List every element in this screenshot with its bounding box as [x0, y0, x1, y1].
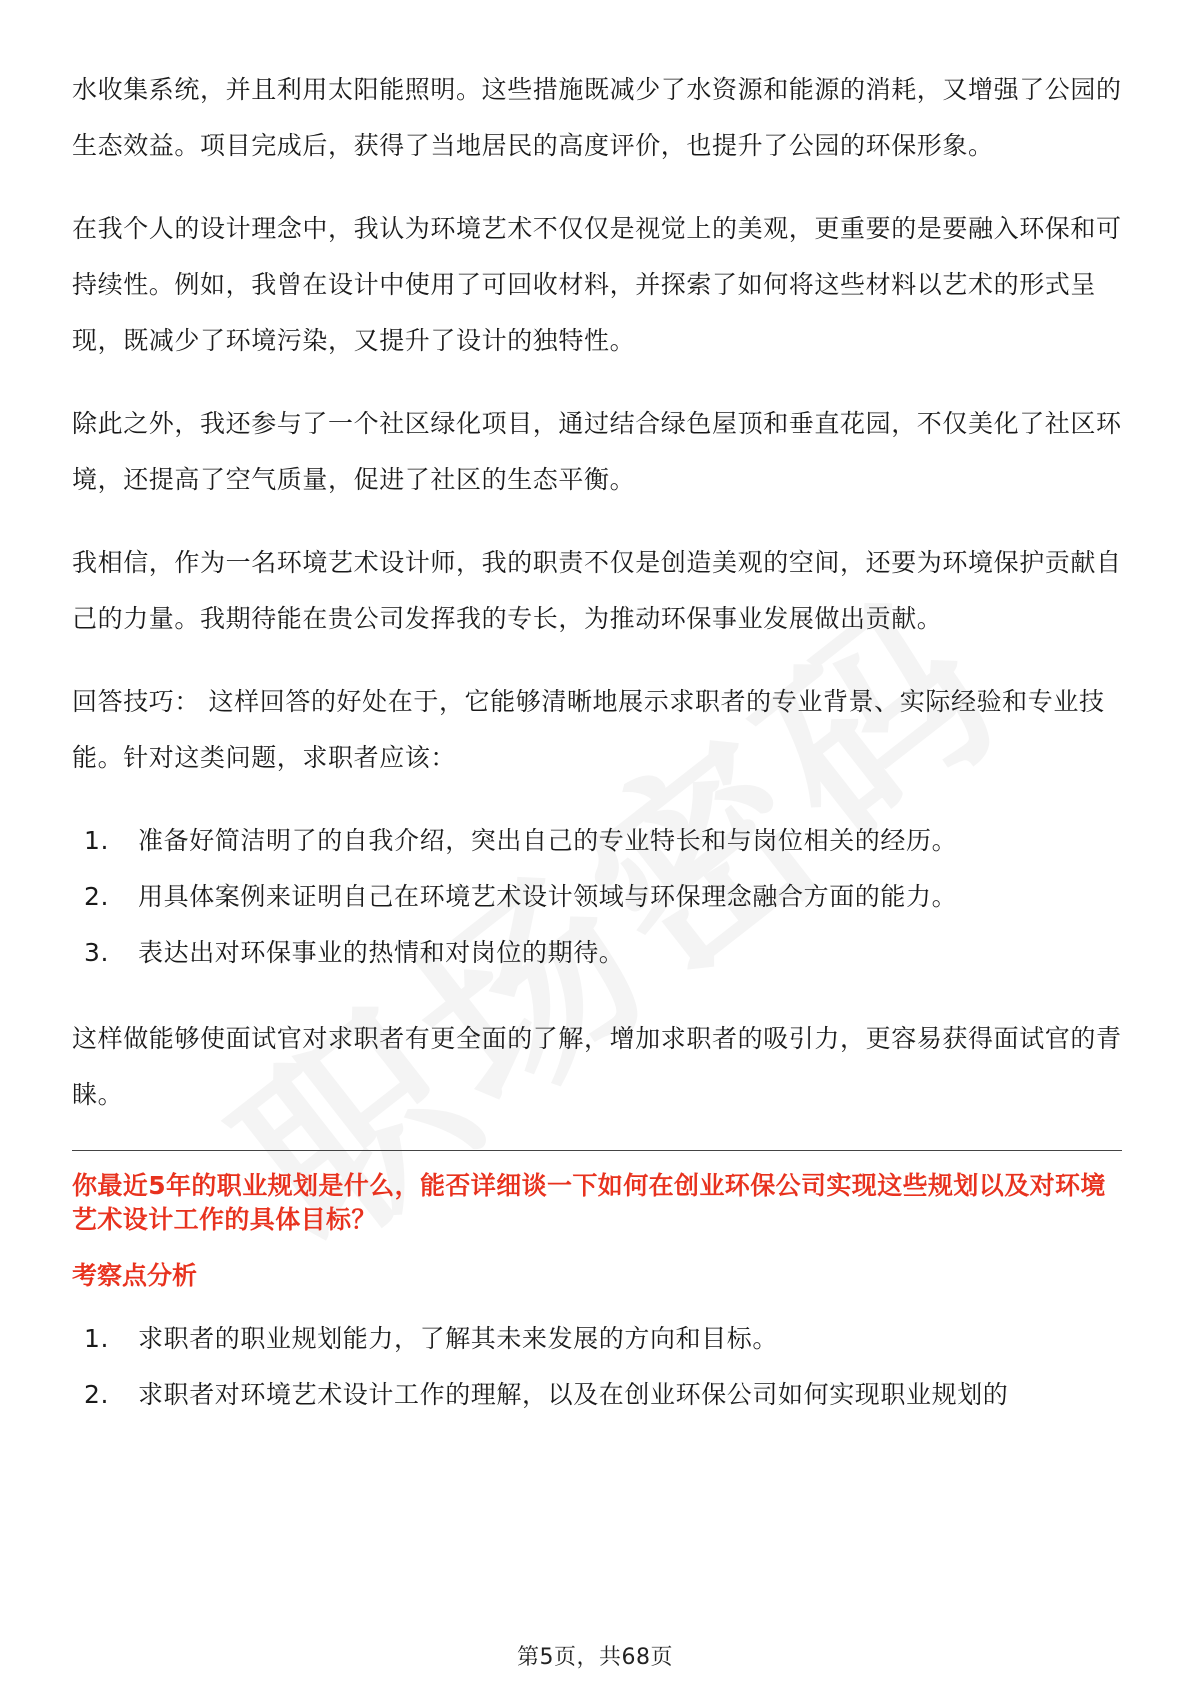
list-text: 求职者对环境艺术设计工作的理解，以及在创业环保公司如何实现职业规划的: [138, 1380, 1009, 1409]
list-number: 1.: [84, 826, 110, 855]
list-text: 求职者的职业规划能力，了解其未来发展的方向和目标。: [138, 1324, 779, 1353]
list-number: 2.: [84, 882, 110, 911]
list-item: [72, 869, 1122, 925]
section-divider: [72, 1150, 1122, 1151]
list-item: [72, 925, 1122, 981]
tips-list: [72, 813, 1122, 981]
list-number: 3.: [84, 938, 110, 967]
paragraph-answer-tips: 回答技巧： 这样回答的好处在于，它能够清晰地展示求职者的专业背景、实际经验和专业技能。针对这类问题，求职者应该：: [72, 687, 1105, 772]
interview-question: 你最近5年的职业规划是什么，能否详细谈一下如何在创业环保公司实现这些规划以及对环境艺术设计工作的具体目标？: [72, 1171, 1106, 1234]
paragraph-community-project: 除此之外，我还参与了一个社区绿化项目，通过结合绿色屋顶和垂直花园，不仅美化了社区环境，还提高了空气质量，促进了社区的生态平衡。: [72, 409, 1122, 494]
document-body: [72, 62, 1122, 1453]
paragraph-design-philosophy: 在我个人的设计理念中，我认为环境艺术不仅仅是视觉上的美观，更重要的是要融入环保和可持续性。例如，我曾在设计中使用了可回收材料，并探索了如何将这些材料以艺术的形式呈现，既减少了环境污染，又提升了设计的独特性。: [72, 214, 1122, 355]
list-item: [72, 813, 1122, 869]
analysis-list: [72, 1311, 1122, 1423]
paragraph-responsibility: 我相信，作为一名环境艺术设计师，我的职责不仅是创造美观的空间，还要为环境保护贡献自己的力量。我期待能在贵公司发挥我的专长，为推动环保事业发展做出贡献。: [72, 548, 1122, 633]
page-footer: 第5页，共68页: [517, 1645, 673, 1670]
list-item: [72, 1367, 1122, 1423]
paragraph-intro-continued: 水收集系统，并且利用太阳能照明。这些措施既减少了水资源和能源的消耗，又增强了公园的生态效益。项目完成后，获得了当地居民的高度评价，也提升了公园的环保形象。: [72, 75, 1122, 160]
paragraph-closing: 这样做能够使面试官对求职者有更全面的了解，增加求职者的吸引力，更容易获得面试官的青睐。: [72, 1024, 1122, 1109]
list-text: 用具体案例来证明自己在环境艺术设计领域与环保理念融合方面的能力。: [138, 882, 958, 911]
list-number: 2.: [84, 1380, 110, 1409]
list-number: 1.: [84, 1324, 110, 1353]
list-text: 表达出对环保事业的热情和对岗位的期待。: [138, 938, 625, 967]
list-item: [72, 1311, 1122, 1367]
analysis-heading: 考察点分析: [72, 1261, 198, 1290]
list-text: 准备好简洁明了的自我介绍，突出自己的专业特长和与岗位相关的经历。: [138, 826, 958, 855]
